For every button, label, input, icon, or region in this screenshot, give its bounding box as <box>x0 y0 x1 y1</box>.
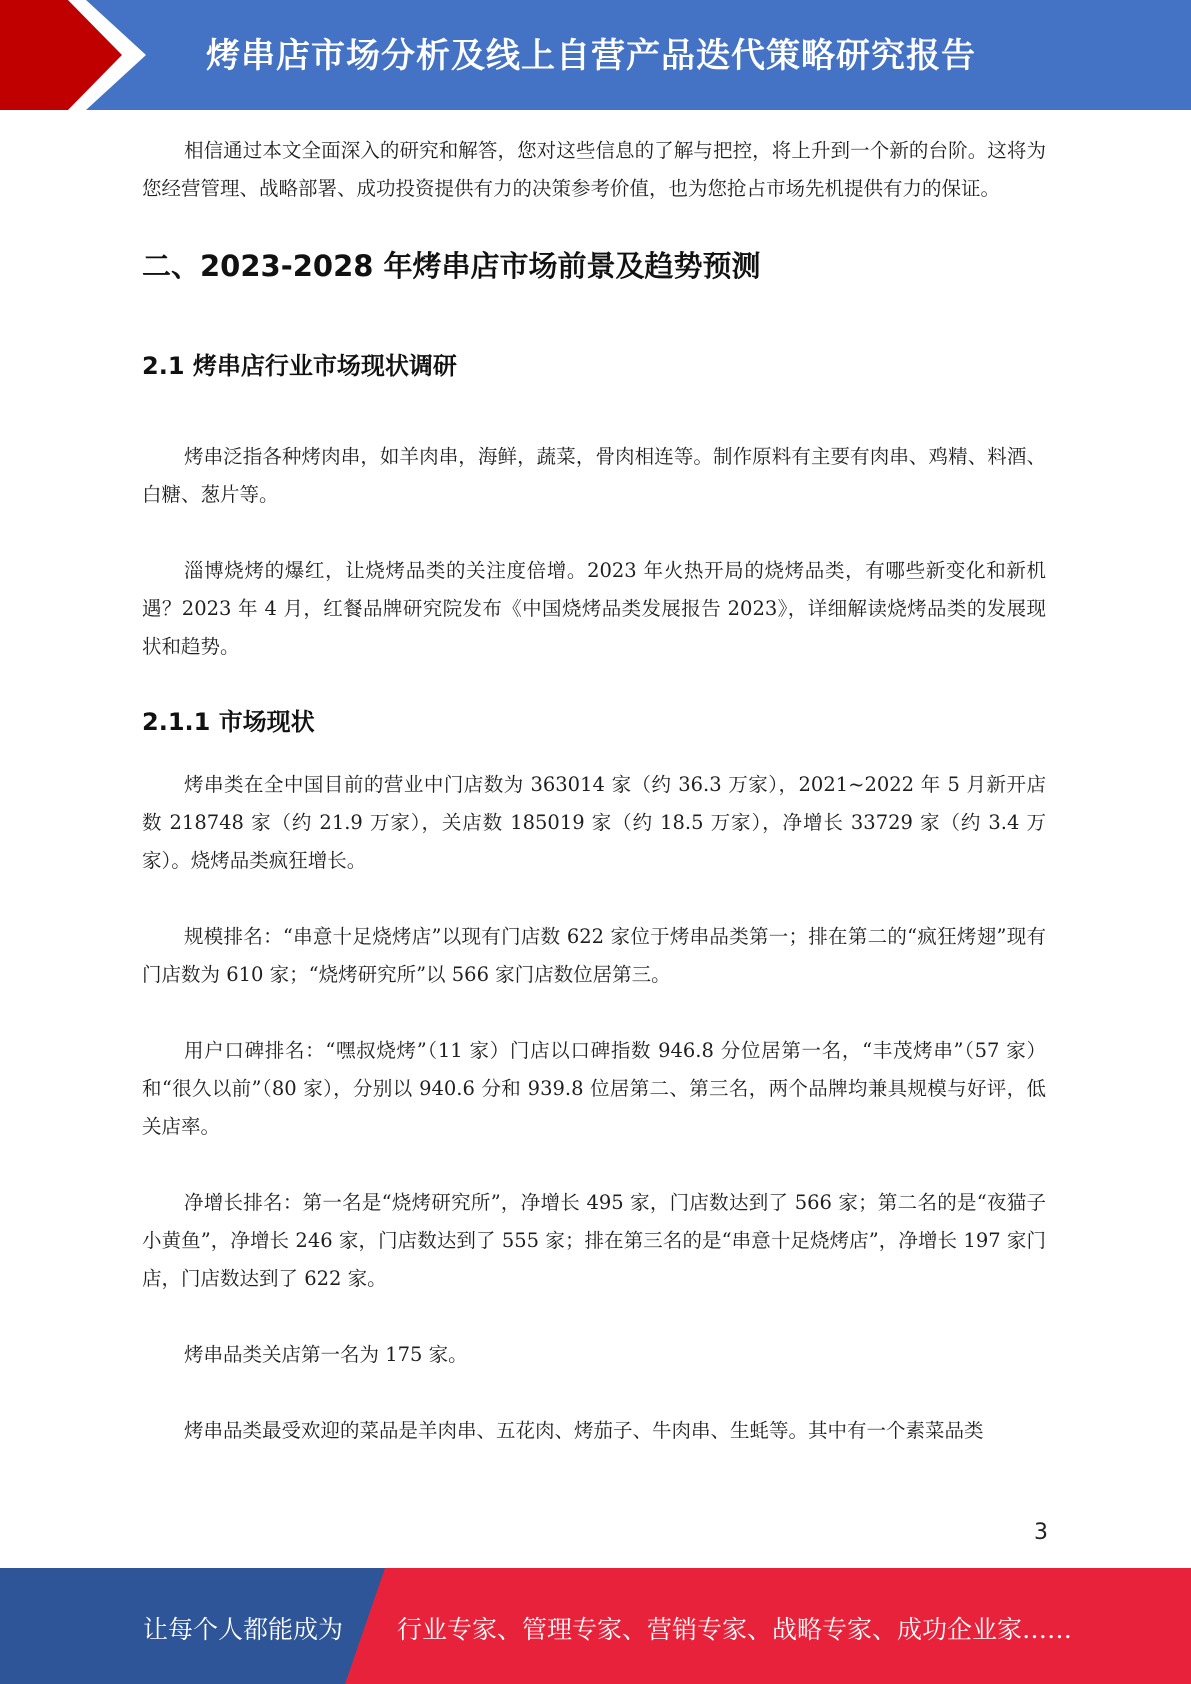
paragraph-zibo-bbq: 淄博烧烤的爆红，让烧烤品类的关注度倍增。2023 年火热开局的烧烤品类，有哪些新变化和新机遇？2023 年 4 月，红餐品牌研究院发布《中国烧烤品类发展报告 2023》，详细解读烧烤品类的发展现状和趋势。 <box>142 559 1046 658</box>
paragraph-scale-ranking: 规模排名：“串意十足烧烤店”以现有门店数 622 家位于烤串品类第一；排在第二的“疯狂烤翅”现有门店数为 610 家；“烧烤研究所”以 566 家门店数位居第三。 <box>142 925 1046 986</box>
page-content <box>142 132 1046 1450</box>
report-footer-band <box>0 1568 1191 1684</box>
paragraph-popular-dishes: 烤串品类最受欢迎的菜品是羊肉串、五花肉、烤茄子、牛肉串、生蚝等。其中有一个素菜品类 <box>184 1419 984 1442</box>
page-number: 3 <box>1034 1520 1048 1545</box>
paragraph-store-counts: 烤串类在全中国目前的营业中门店数为 363014 家（约 36.3 万家），2021~2022 年 5 月新开店数 218748 家（约 21.9 万家），关店数 185019 家（约 18.5 万家），净增长 33729 家（约 3.4 万家）。烧烤品类疯狂增长。 <box>142 773 1046 872</box>
paragraph-closures: 烤串品类关店第一名为 175 家。 <box>184 1343 468 1366</box>
intro-paragraph: 相信通过本文全面深入的研究和解答，您对这些信息的了解与把控，将上升到一个新的台阶。这将为您经营管理、战略部署、成功投资提供有力的决策参考价值，也为您抢占市场先机提供有力的保证。 <box>142 139 1046 200</box>
footer-slogan-right: 行业专家、管理专家、营销专家、战略专家、成功企业家…… <box>397 1615 1073 1644</box>
subsection-heading-2-1: 2.1 烤串店行业市场现状调研 <box>142 352 457 380</box>
footer-slogan-left: 让每个人都能成为 <box>143 1615 344 1644</box>
header-arrow-decoration <box>0 0 160 110</box>
paragraph-kebab-definition: 烤串泛指各种烤肉串，如羊肉串，海鲜，蔬菜，骨肉相连等。制作原料有主要有肉串、鸡精、料酒、白糖、葱片等。 <box>142 445 1046 506</box>
subsection-heading-2-1-1: 2.1.1 市场现状 <box>142 708 315 736</box>
section-heading-2: 二、2023-2028 年烤串店市场前景及趋势预测 <box>142 249 761 283</box>
report-header-band <box>0 0 1191 110</box>
paragraph-growth-ranking: 净增长排名：第一名是“烧烤研究所”，净增长 495 家，门店数达到了 566 家；第二名的是“夜猫子小黄鱼”，净增长 246 家，门店数达到了 555 家；排在第三名的是“串意十足烧烤店”，净增长 197 家门店，门店数达到了 622 家。 <box>142 1191 1046 1290</box>
paragraph-reputation-ranking: 用户口碑排名：“嘿叔烧烤”（11 家）门店以口碑指数 946.8 分位居第一名，“丰茂烤串”（57 家）和“很久以前”（80 家），分别以 940.6 分和 939.8 位居第二、第三名，两个品牌均兼具规模与好评，低关店率。 <box>142 1039 1046 1138</box>
report-title: 烤串店市场分析及线上自营产品迭代策略研究报告 <box>206 36 976 76</box>
